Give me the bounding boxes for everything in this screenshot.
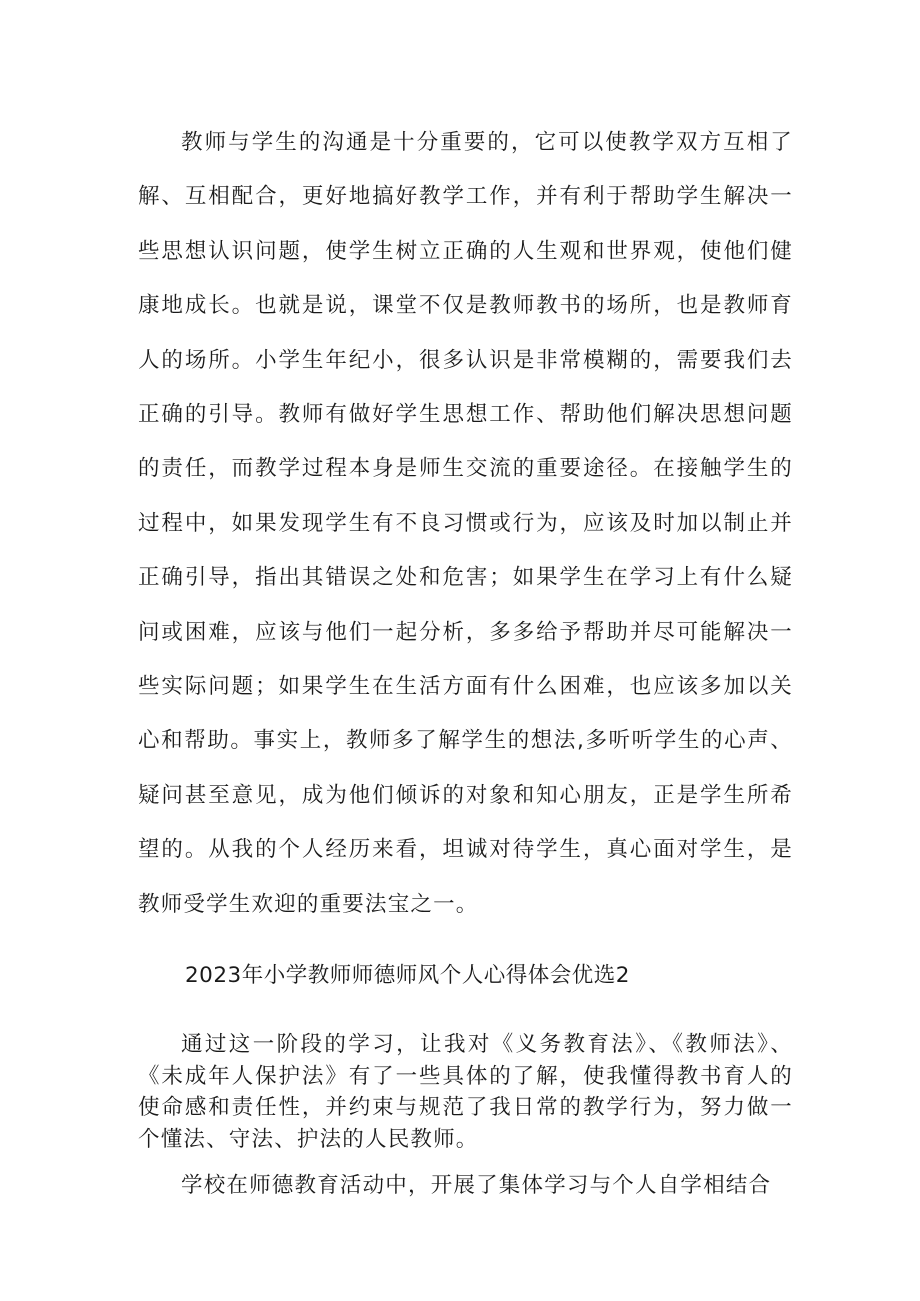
section-heading: 2023年小学教师师德师风个人心得体会优选2 bbox=[185, 963, 630, 988]
body-paragraph-school-activity: 学校在师德教育活动中，开展了集体学习与个人自学相结合 bbox=[181, 1173, 772, 1198]
body-paragraph-law-study: 通过这一阶段的学习，让我对《义务教育法》、《教师法》、《未成年人保护法》有了一些具体的了解，使我懂得教书育人的使命感和责任性，并约束与规范了我日常的教学行为，努力做一个懂法、守法、护法的人民教师。 bbox=[138, 1032, 793, 1152]
body-paragraph-teacher-student-communication: 教师与学生的沟通是十分重要的，它可以使教学双方互相了解、互相配合，更好地搞好教学工作，并有利于帮助学生解决一些思想认识问题，使学生树立正确的人生观和世界观，使他们健康地成长。也就是说，课堂不仅是教师教书的场所，也是教师育人的场所。小学生年纪小，很多认识是非常模糊的，需要我们去正确的引导。教师有做好学生思想工作、帮助他们解决思想问题的责任，而教学过程本身是师生交流的重要途径。在接触学生的过程中，如果发现学生有不良习惯或行为，应该及时加以制止并正确引导，指出其错误之处和危害；如果学生在学习上有什么疑问或困难，应该与他们一起分析，多多给予帮助并尽可能解决一些实际问题；如果学生在生活方面有什么困难，也应该多加以关心和帮助。事实上，教师多了解学生的想法,多听听学生的心声、疑问甚至意见，成为他们倾诉的对象和知心朋友，正是学生所希望的。从我的个人经历来看，坦诚对待学生，真心面对学生，是教师受学生欢迎的重要法宝之一。 bbox=[138, 130, 793, 917]
